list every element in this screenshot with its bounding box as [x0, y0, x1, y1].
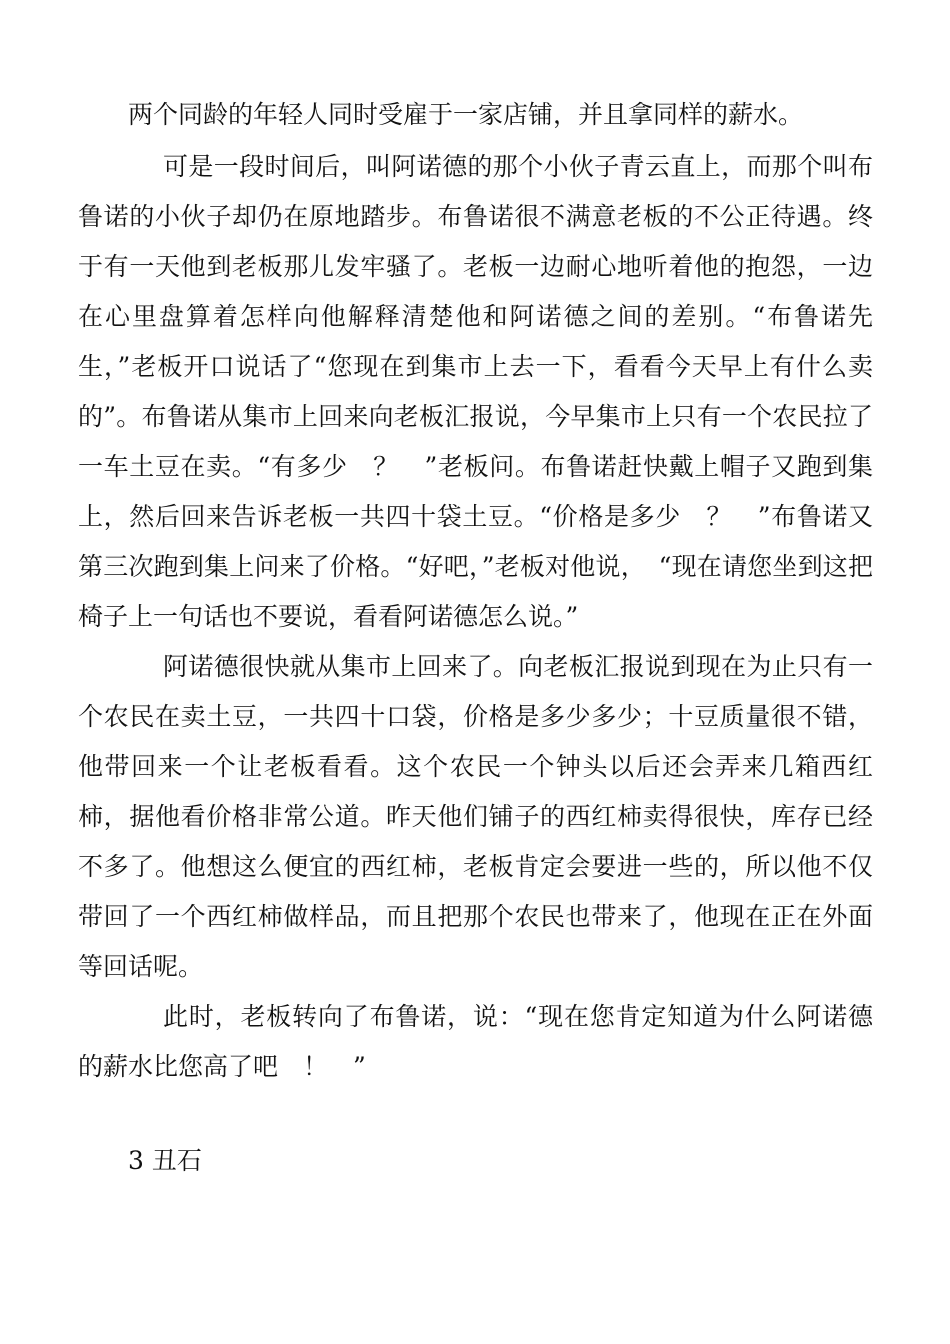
paragraph-story-1: 可是一段时间后，叫阿诺德的那个小伙子青云直上，而那个叫布鲁诺的小伙子却仍在原地踏步。布鲁诺很不满意老板的不公正待遇。终于有一天他到老板那儿发牢骚了。老板一边耐心地听着他的抱怨，一边在心里盘算着怎样向他解释清楚他和阿诺德之间的差别。“布鲁诺先生，”老板开口说话了“您现在到集市上去一下，看看今天早上有什么卖的”。布鲁诺从集市上回来向老板汇报说，今早集市上只有一个农民拉了一车土豆在卖。“有多少 ？ ”老板问。布鲁诺赶快戴上帽子又跑到集上，然后回来告诉老板一共四十袋土豆。“价格是多少 ？ ”布鲁诺又第三次跑到集上问来了价格。“好吧，”老板对他说， “现在请您坐到这把椅子上一句话也不要说，看看阿诺德怎么说。”: [78, 152, 873, 631]
section-heading: 3 丑石: [128, 1146, 202, 1175]
paragraph-story-2: 阿诺德很快就从集市上回来了。向老板汇报说到现在为止只有一个农民在卖土豆，一共四十口袋，价格是多少多少；十豆质量很不错，他带回来一个让老板看看。这个农民一个钟头以后还会弄来几箱西红柿，据他看价格非常公道。昨天他们铺子的西红柿卖得很快，库存已经不多了。他想这么便宜的西红柿，老板肯定会要进一些的，所以他不仅带回了一个西红柿做样品，而且把那个农民也带来了，他现在正在外面等回话呢。: [78, 652, 873, 981]
paragraph-intro: 两个同龄的年轻人同时受雇于一家店铺，并且拿同样的薪水。: [128, 100, 804, 129]
paragraph-story-3: 此时，老板转向了布鲁诺，说：“现在您肯定知道为什么阿诺德的薪水比您高了吧 ！ ”: [78, 1002, 873, 1081]
